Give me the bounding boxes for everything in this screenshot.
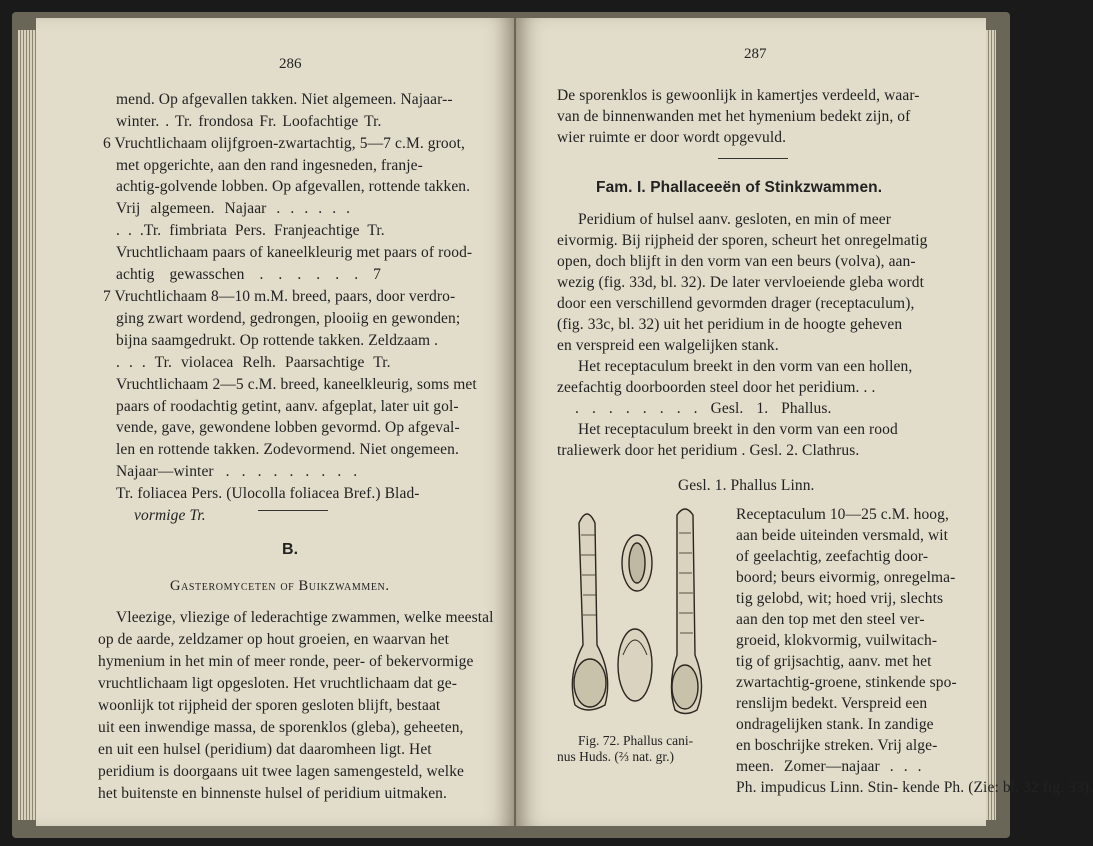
text-line: op de aarde, zeldzamer op hout groeien, en waarvan het xyxy=(98,631,449,648)
text-line: open, doch blijft in den vorm van een beurs (volva), aan- xyxy=(557,253,916,270)
text-line: vende, gave, gewondene lobben gevormd. Op afgeval- xyxy=(116,419,460,436)
text-line: vruchtlichaam ligt opgesloten. Het vruchtlichaam dat ge- xyxy=(98,675,457,692)
genus-heading xyxy=(678,476,815,496)
text-line: en boschrijke streken. Vrij alge- xyxy=(736,737,938,754)
text-line: tig gelobd, wit; hoed vrij, slechts xyxy=(736,590,944,607)
page-number-right: 287 xyxy=(744,46,767,62)
section-title: Gasteromyceten of Buikzwammen. xyxy=(170,578,390,594)
text-line: en verspreid een walgelijken stank. xyxy=(557,337,779,354)
text-line: door een verschillend gevormden drager (receptaculum), xyxy=(557,295,915,312)
text-line: Het receptaculum breekt in den vorm van een rood xyxy=(578,421,898,438)
text-line: traliewerk door het peridium . Gesl. 2. Clathrus. xyxy=(557,442,860,459)
text-line: 7 Vruchtlichaam 8—10 m.M. breed, paars, door verdro- xyxy=(103,288,456,305)
divider xyxy=(718,158,788,159)
text-line: . . . Tr. violacea Relh. Paarsachtige Tr. xyxy=(116,354,391,371)
text-line: De sporenklos is gewoonlijk in kamertjes verdeeld, waar- xyxy=(557,87,920,104)
text-line: winter. . Tr. frondosa Fr. Loofachtige Tr. xyxy=(116,113,382,130)
text-line: Najaar—winter . . . . . . . . . xyxy=(116,463,358,480)
text-line: boord; beurs eivormig, onregelma- xyxy=(736,569,956,586)
text-line: Receptaculum 10—25 c.M. hoog, xyxy=(736,506,949,523)
text-line: achtig-golvende lobben. Op afgevallen, rottende takken. xyxy=(116,178,471,195)
text-line: Ph. impudicus Linn. Stin- kende Ph. (Zie: bl. 32 fig. 33). xyxy=(736,779,1093,796)
text-line: . . . . . . . . Gesl. 1. Phallus. xyxy=(575,400,832,417)
text-line: peridium is doorgaans uit twee lagen samengesteld, welke xyxy=(98,763,465,780)
text-line: zwartachtig-groene, stinkende spo- xyxy=(736,674,957,691)
page-edges-right xyxy=(986,30,996,820)
figure-caption-line: nus Huds. (⅔ nat. gr.) xyxy=(557,749,674,764)
genus-heading-text: Gesl. 1. Phallus Linn. xyxy=(678,477,815,494)
text-line: woonlijk tot rijpheid der sporen gesloten blijft, bestaat xyxy=(98,697,441,714)
divider xyxy=(258,510,328,511)
text-line: eivormig. Bij rijpheid der sporen, scheurt het onregelmatig xyxy=(557,232,928,249)
section-letter: B. xyxy=(282,541,299,558)
text-line: mend. Op afgevallen takken. Niet algemeen. Najaar-- xyxy=(116,91,453,108)
figure-caption-line: Fig. 72. Phallus cani- xyxy=(578,733,694,748)
text-line: bijna saamgedrukt. Op rottende takken. Zeldzaam . xyxy=(116,332,439,349)
text-line: Het receptaculum breekt in den vorm van een hollen, xyxy=(578,358,913,375)
text-line: vormige Tr. xyxy=(134,507,206,524)
text-line: Peridium of hulsel aanv. gesloten, en min of meer xyxy=(578,211,891,228)
text-line: ging zwart wordend, gedrongen, plooiig en gewonden; xyxy=(116,310,461,327)
text-line: len en rottende takken. Zodevormend. Niet ongemeen. xyxy=(116,441,459,458)
text-line: wier ruimte er door wordt opgevuld. xyxy=(557,129,787,146)
text-line: Vleezige, vliezige of lederachtige zwammen, welke meestal xyxy=(116,609,494,626)
text-line: achtig gewasschen . . . . . . 7 xyxy=(116,266,381,283)
text-line: van de binnenwanden met het hymenium bedekt zijn, of xyxy=(557,108,911,125)
text-line: hymenium in het min of meer ronde, peer- of bekervormige xyxy=(98,653,474,670)
phallus-illustration xyxy=(557,505,725,727)
page-edges-left xyxy=(18,30,36,820)
text-line: aan beide uiteinden versmald, wit xyxy=(736,527,949,544)
text-line: of geelachtig, zeefachtig door- xyxy=(736,548,929,565)
text-line: wezig (fig. 33d, bl. 32). De later vervloeiende gleba wordt xyxy=(557,274,925,291)
text-line: ondragelijken stank. In zandige xyxy=(736,716,934,733)
text-line: paars of roodachtig getint, aanv. afgeplat, later uit gol- xyxy=(116,398,459,415)
text-line: meen. Zomer—najaar . . . xyxy=(736,758,922,775)
text-line: tig of grijsachtig, aanv. met het xyxy=(736,653,932,670)
text-line: het buitenste en binnenste hulsel of peridium uitmaken. xyxy=(98,785,448,802)
page-number-left: 286 xyxy=(279,56,302,72)
text-line: en uit een hulsel (peridium) dat daaromheen ligt. Het xyxy=(98,741,432,758)
text-line: renslijm bedekt. Verspreid een xyxy=(736,695,928,712)
text-line: Vrij algemeen. Najaar . . . . . . xyxy=(116,200,351,217)
text-line: (fig. 33c, bl. 32) uit het peridium in de hoogte geheven xyxy=(557,316,903,333)
text-line: Vruchtlichaam 2—5 c.M. breed, kaneelkleurig, soms met xyxy=(116,376,477,393)
text-line: zeefachtig doorboorden steel door het peridium. . . xyxy=(557,379,876,396)
text-line: 6 Vruchtlichaam olijfgroen-zwartachtig, 5—7 c.M. groot, xyxy=(103,135,465,152)
text-line: met opgerichte, aan den rand ingesneden, franje- xyxy=(116,157,423,174)
text-line: Vruchtlichaam paars of kaneelkleurig met paars of rood- xyxy=(116,244,473,261)
family-heading: Fam. I. Phallaceeën of Stinkzwammen. xyxy=(596,179,883,196)
text-line: aan den top met den steel ver- xyxy=(736,611,925,628)
text-line: uit een inwendige massa, de sporenklos (gleba), geheeten, xyxy=(98,719,464,736)
text-line: Tr. foliacea Pers. (Ulocolla foliacea Bref.) Blad- xyxy=(116,485,420,502)
text-line: . . .Tr. fimbriata Pers. Franjeachtige Tr. xyxy=(116,222,385,239)
text-line: groeid, klokvormig, vuilwitach- xyxy=(736,632,938,649)
